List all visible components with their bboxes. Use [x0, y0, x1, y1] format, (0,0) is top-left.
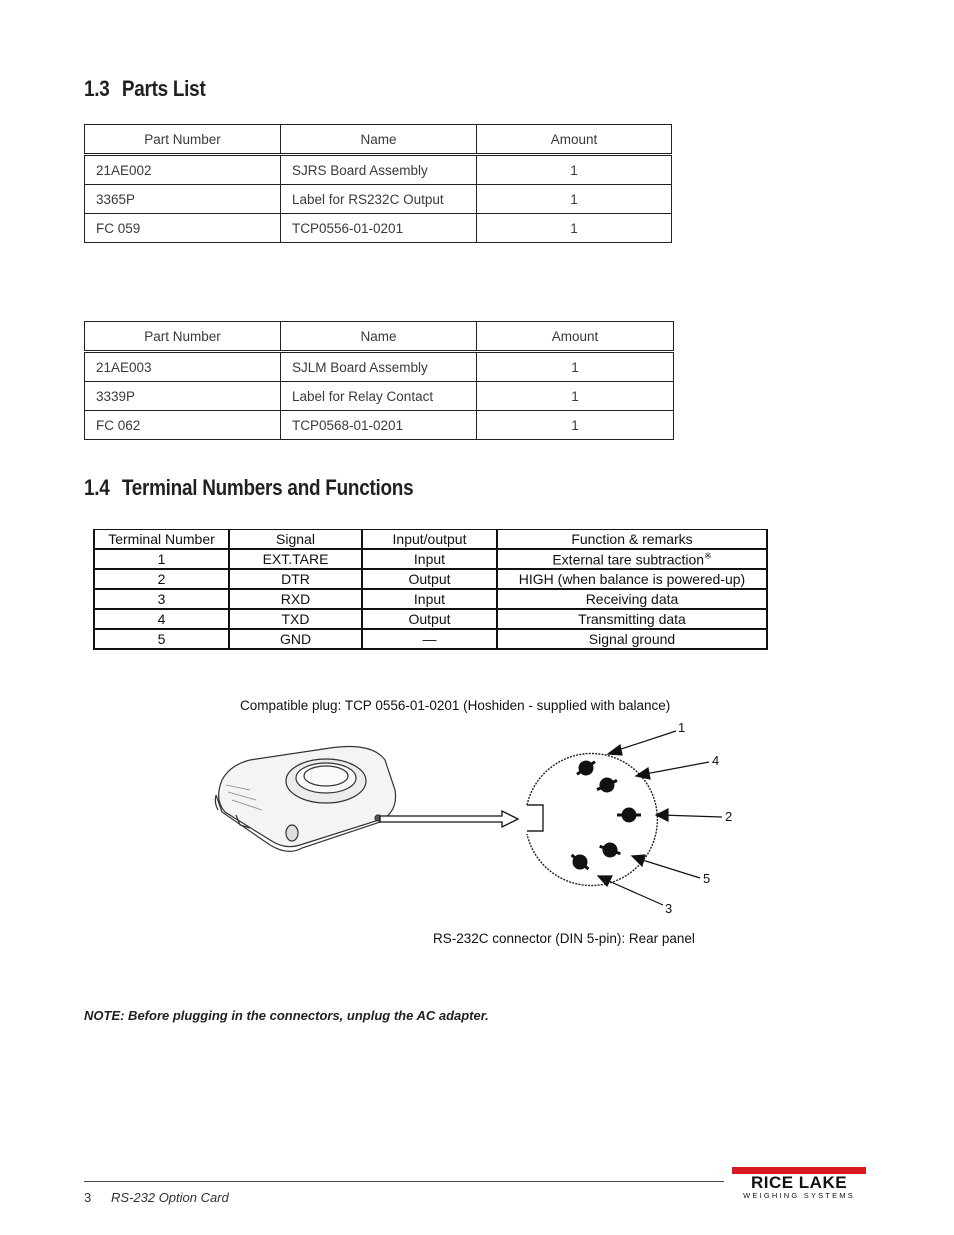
cell-part-number: FC 059 — [85, 214, 281, 243]
cell-name: SJLM Board Assembly — [281, 352, 477, 382]
header-name: Name — [281, 322, 477, 352]
cell-name: TCP0556-01-0201 — [281, 214, 477, 243]
pin-1 — [574, 757, 599, 779]
cell-terminal: 5 — [94, 629, 229, 649]
doc-title: RS-232 Option Card — [111, 1190, 229, 1205]
cell-amount: 1 — [477, 214, 672, 243]
cell-io: Input — [362, 589, 497, 609]
cell-terminal: 4 — [94, 609, 229, 629]
cell-io: Input — [362, 549, 497, 569]
pin-label-4: 4 — [712, 753, 720, 768]
plug-caption: Compatible plug: TCP 0556-01-0201 (Hoshiden - supplied with balance) — [240, 698, 671, 713]
cell-part-number: 3365P — [85, 185, 281, 214]
connector-caption: RS-232C connector (DIN 5-pin): Rear panel — [433, 931, 695, 946]
header-function: Function & remarks — [497, 530, 767, 550]
cell-function: Signal ground — [497, 629, 767, 649]
cell-part-number: 3339P — [85, 382, 281, 411]
table-row — [85, 155, 672, 185]
cell-io: Output — [362, 609, 497, 629]
table-header-row — [85, 322, 674, 352]
cell-name: TCP0568-01-0201 — [281, 411, 477, 440]
table-row — [85, 214, 672, 243]
table-row — [94, 569, 767, 589]
cell-amount: 1 — [477, 382, 674, 411]
footnote-mark: ※ — [704, 550, 712, 561]
header-terminal-number: Terminal Number — [94, 530, 229, 550]
connector-pins — [568, 757, 641, 874]
cell-name: Label for Relay Contact — [281, 382, 477, 411]
section-number: 1.3 — [84, 76, 110, 101]
pin-2 — [617, 809, 641, 821]
cell-function: HIGH (when balance is powered-up) — [497, 569, 767, 589]
rice-lake-logo — [729, 1167, 869, 1203]
header-amount: Amount — [477, 125, 672, 155]
cell-amount: 1 — [477, 352, 674, 382]
section-number: 1.4 — [84, 475, 110, 500]
section-heading-parts-list — [84, 76, 205, 102]
section-title: Terminal Numbers and Functions — [121, 475, 414, 500]
cell-function: Receiving data — [497, 589, 767, 609]
cell-name: Label for RS232C Output — [281, 185, 477, 214]
cell-terminal: 2 — [94, 569, 229, 589]
cell-part-number: FC 062 — [85, 411, 281, 440]
page-number: 3 — [84, 1190, 92, 1205]
parts-table-2 — [84, 321, 674, 440]
pin-3 — [568, 850, 593, 873]
cell-terminal: 3 — [94, 589, 229, 609]
note-text: NOTE: Before plugging in the connectors, unplug the AC adapter. — [84, 1008, 489, 1023]
cell-signal: TXD — [229, 609, 362, 629]
table-row — [94, 609, 767, 629]
section-heading-terminals — [84, 475, 413, 501]
cell-amount: 1 — [477, 185, 672, 214]
header-input-output: Input/output — [362, 530, 497, 550]
table-row — [85, 382, 674, 411]
pin-label-1: 1 — [678, 720, 686, 735]
cell-signal: GND — [229, 629, 362, 649]
pin-5 — [598, 841, 623, 860]
table-row — [85, 185, 672, 214]
cell-io: — — [362, 629, 497, 649]
pin-label-2: 2 — [725, 809, 733, 824]
pin-4 — [594, 775, 619, 795]
cell-signal: RXD — [229, 589, 362, 609]
cell-terminal: 1 — [94, 549, 229, 569]
logo-subtitle: WEIGHING SYSTEMS — [743, 1191, 855, 1200]
cell-function: Transmitting data — [497, 609, 767, 629]
logo-wordmark: RICE LAKE — [750, 1173, 848, 1192]
table-row — [94, 589, 767, 609]
cell-amount: 1 — [477, 411, 674, 440]
pin-label-3: 3 — [665, 901, 673, 916]
table-row — [94, 549, 767, 569]
header-signal: Signal — [229, 530, 362, 550]
table-row — [85, 411, 674, 440]
cell-function — [497, 549, 767, 569]
table-row — [94, 629, 767, 649]
table-row — [85, 352, 674, 382]
function-text: External tare subtraction — [552, 551, 705, 568]
balance-illustration — [215, 747, 395, 852]
header-name: Name — [281, 125, 477, 155]
cell-part-number: 21AE003 — [85, 352, 281, 382]
footer-rule — [84, 1181, 724, 1182]
header-part-number: Part Number — [85, 125, 281, 155]
cell-amount: 1 — [477, 155, 672, 185]
din-connector — [527, 753, 657, 885]
cable-arrow — [380, 811, 518, 827]
cell-name: SJRS Board Assembly — [281, 155, 477, 185]
cell-io: Output — [362, 569, 497, 589]
header-amount: Amount — [477, 322, 674, 352]
cell-signal: EXT.TARE — [229, 549, 362, 569]
table-header-row — [85, 125, 672, 155]
parts-table-1 — [84, 124, 672, 243]
table-header-row — [94, 530, 767, 550]
cell-signal: DTR — [229, 569, 362, 589]
header-part-number: Part Number — [85, 322, 281, 352]
terminal-table — [93, 529, 768, 650]
cell-part-number: 21AE002 — [85, 155, 281, 185]
section-title: Parts List — [121, 76, 206, 101]
pin-label-5: 5 — [703, 871, 711, 886]
connector-diagram — [200, 715, 760, 925]
